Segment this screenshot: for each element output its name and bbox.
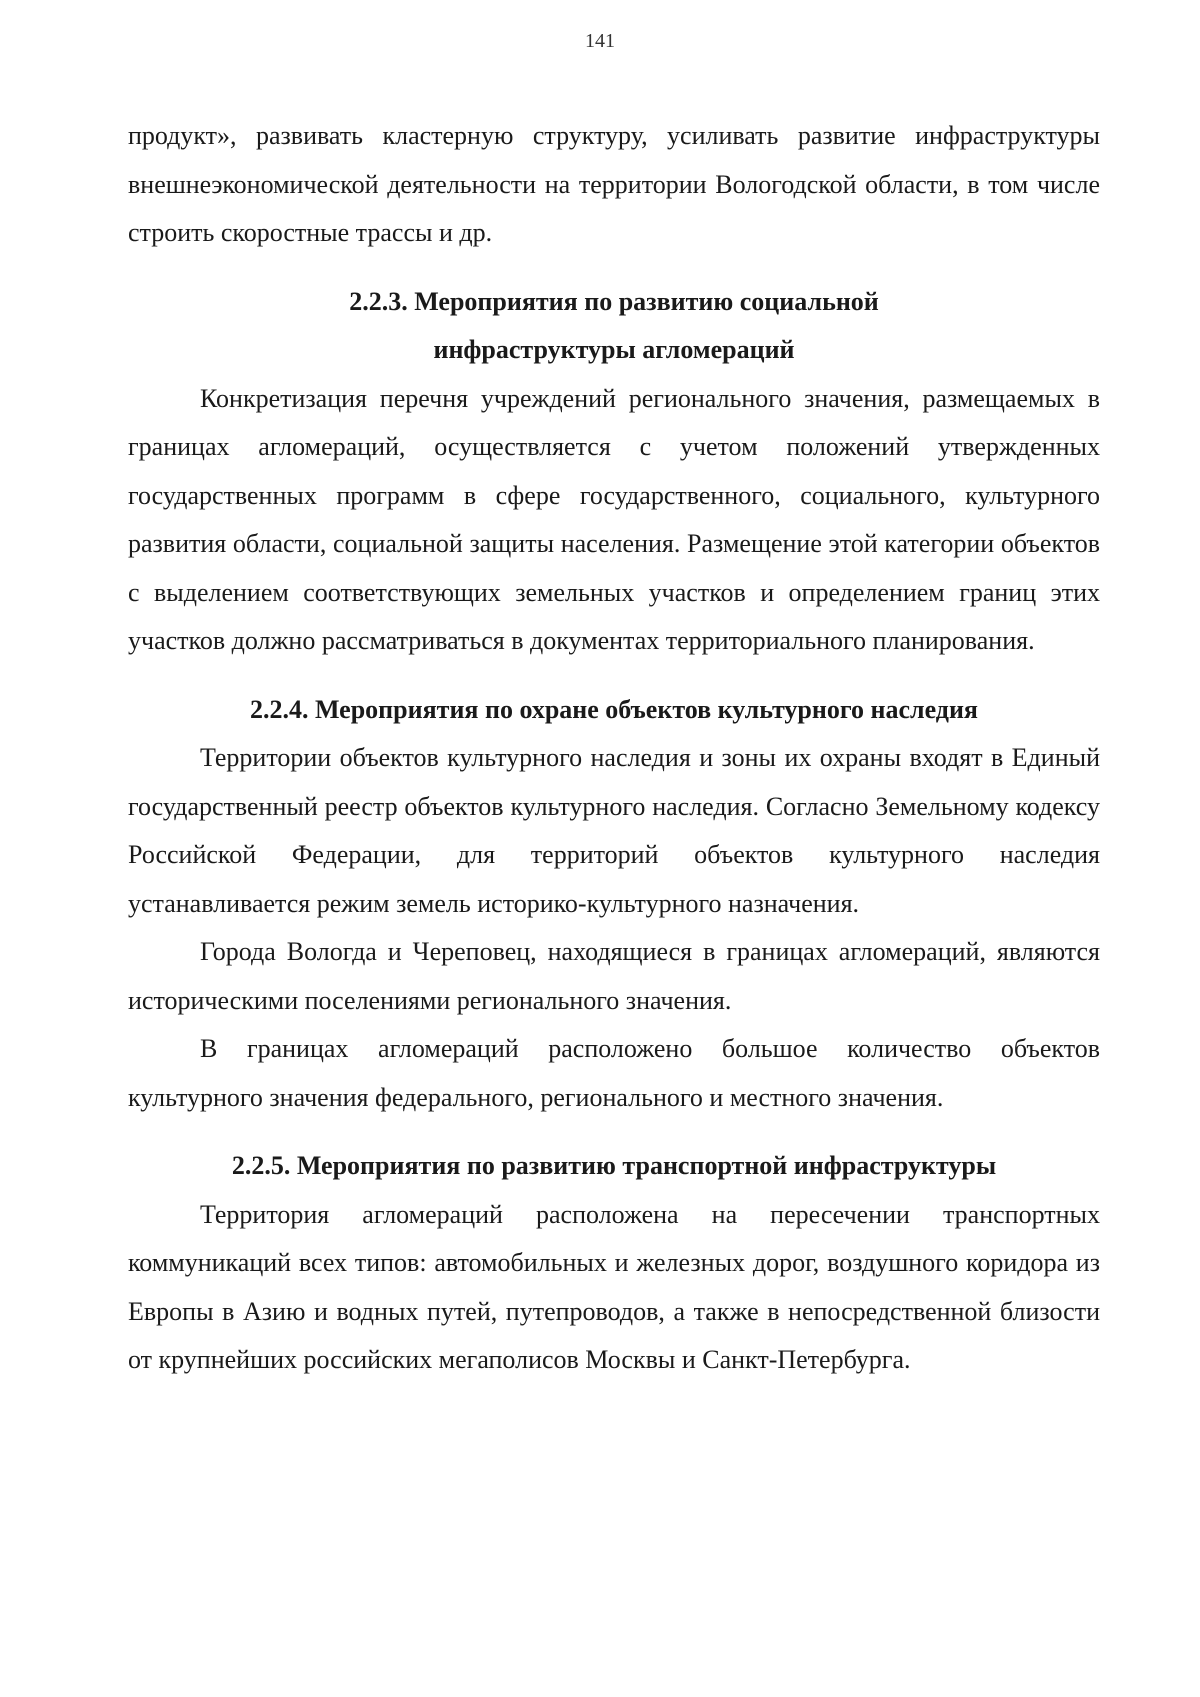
section-paragraph: В границах агломераций расположено большое количество объектов культурного значения федерального, регионального и местного значения. [128, 1034, 1100, 1112]
section-heading-social-infrastructure: 2.2.3. Мероприятия по развитию социальной инфраструктуры агломераций [349, 286, 879, 364]
section-heading-transport-infrastructure: 2.2.5. Мероприятия по развитию транспортной инфраструктуры [231, 1151, 997, 1180]
section-heading-cultural-heritage: 2.2.4. Мероприятия по охране объектов культурного наследия [249, 694, 978, 724]
page-number: 141 [585, 30, 615, 52]
section-paragraph: Города Вологда и Череповец, находящиеся в границах агломераций, являются историческими поселениями регионального значения. [128, 937, 1100, 1015]
document-body [128, 112, 1100, 1385]
intro-paragraph: продукт», развивать кластерную структуру, усиливать развитие инфраструктуры внешнеэкономической деятельности на территории Вологодской области, в том числе строить скоростные трассы и др. [128, 121, 1100, 247]
section-paragraph: Конкретизация перечня учреждений регионального значения, размещаемых в границах агломераций, осуществляется с учетом положений утвержденных государственных программ в сфере государственного, социального, культурного развития области, социальной защиты населения. Размещение этой категории объектов с выделением соответствующих земельных участков и определением границ этих участков должно рассматриваться в документах территориального планирования. [128, 383, 1100, 655]
section-paragraph: Территории объектов культурного наследия и зоны их охраны входят в Единый государственный реестр объектов культурного наследия. Согласно Земельному кодексу Российской Федерации, для территорий объектов культурного наследия устанавливается режим земель историко-культурного назначения. [128, 743, 1100, 918]
section-paragraph: Территория агломераций расположена на пересечении транспортных коммуникаций всех типов: автомобильных и железных дорог, воздушного коридора из Европы в Азию и водных путей, путепроводов, а также в непосредственной близости от крупнейших российских мегаполисов Москвы и Санкт-Петербурга. [128, 1199, 1100, 1374]
